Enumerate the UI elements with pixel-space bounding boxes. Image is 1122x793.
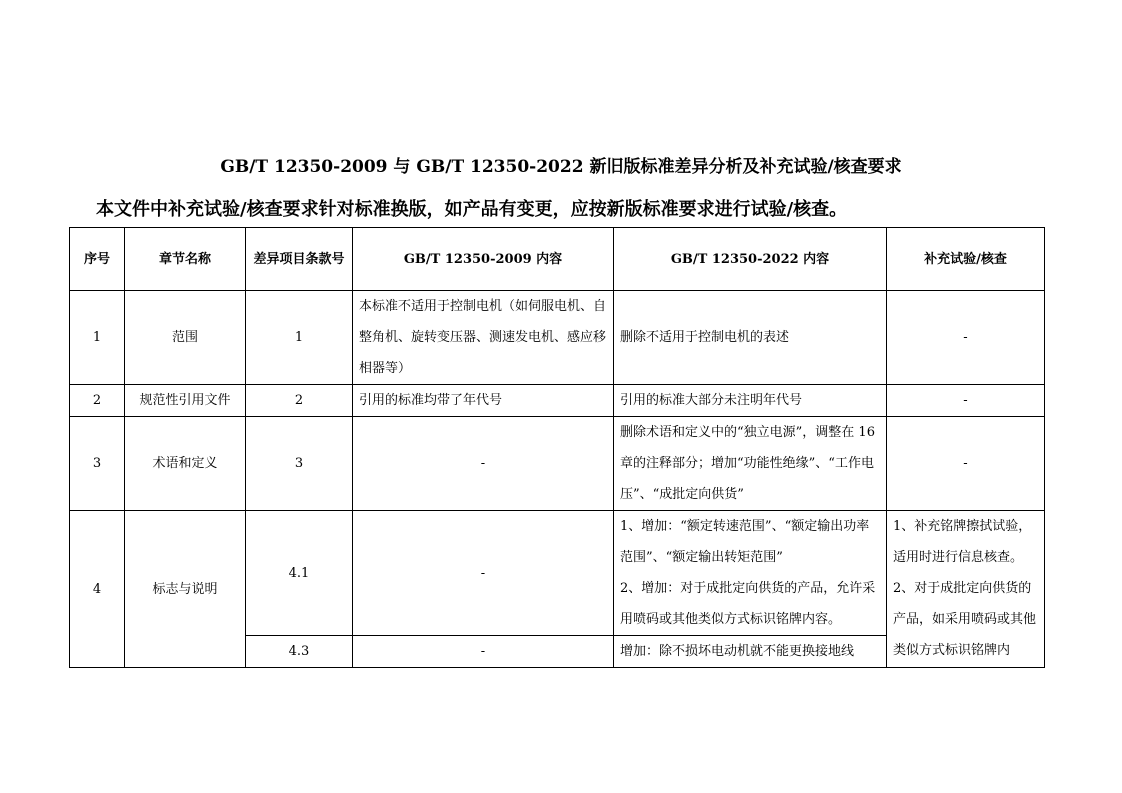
header-new-content: GB/T 12350-2022 内容	[614, 228, 887, 291]
cell-chapter: 规范性引用文件	[125, 385, 246, 417]
cell-old-content: 引用的标准均带了年代号	[353, 385, 614, 417]
document-title: GB/T 12350-2009 与 GB/T 12350-2022 新旧版标准差异分析及补充试验/核查要求	[220, 157, 902, 177]
cell-supplementary-check: -	[887, 385, 1045, 417]
table-row	[70, 291, 1045, 385]
table-header-row	[70, 228, 1045, 291]
table-row	[70, 417, 1045, 511]
cell-new-content: 删除不适用于控制电机的表述	[614, 291, 887, 385]
header-clause: 差异项目条款号	[246, 228, 353, 291]
cell-old-content: 本标准不适用于控制电机（如伺服电机、自整角机、旋转变压器、测速发电机、感应移相器等）	[353, 291, 614, 385]
cell-chapter: 范围	[125, 291, 246, 385]
document-subtitle: 本文件中补充试验/核查要求针对标准换版，如产品有变更，应按新版标准要求进行试验/核查。	[96, 199, 848, 220]
cell-clause: 2	[246, 385, 353, 417]
header-old-content: GB/T 12350-2009 内容	[353, 228, 614, 291]
header-supplementary-check: 补充试验/核查	[887, 228, 1045, 291]
cell-no: 2	[70, 385, 125, 417]
cell-no: 4	[70, 511, 125, 668]
header-chapter: 章节名称	[125, 228, 246, 291]
cell-old-content: -	[353, 511, 614, 636]
cell-supplementary-check: -	[887, 291, 1045, 385]
cell-clause: 3	[246, 417, 353, 511]
cell-new-content: 增加：除不损坏电动机就不能更换接地线	[614, 636, 887, 668]
cell-supplementary-check: 1、补充铭牌擦拭试验，适用时进行信息核查。 2、对于成批定向供货的产品，如采用喷码或其他类似方式标识铭牌内	[887, 511, 1045, 668]
cell-clause: 1	[246, 291, 353, 385]
cell-chapter: 标志与说明	[125, 511, 246, 668]
header-no: 序号	[70, 228, 125, 291]
table-row	[70, 385, 1045, 417]
difference-table	[69, 227, 1045, 668]
cell-clause: 4.3	[246, 636, 353, 668]
cell-old-content: -	[353, 417, 614, 511]
cell-new-content: 引用的标准大部分未注明年代号	[614, 385, 887, 417]
cell-old-content: -	[353, 636, 614, 668]
cell-supplementary-check: -	[887, 417, 1045, 511]
table-row	[70, 511, 1045, 636]
cell-no: 3	[70, 417, 125, 511]
cell-new-content: 删除术语和定义中的“独立电源”，调整在 16 章的注释部分；增加“功能性绝缘”、“工作电压”、“成批定向供货”	[614, 417, 887, 511]
cell-chapter: 术语和定义	[125, 417, 246, 511]
cell-new-content: 1、增加：“额定转速范围”、“额定输出功率范围”、“额定输出转矩范围” 2、增加：对于成批定向供货的产品，允许采用喷码或其他类似方式标识铭牌内容。	[614, 511, 887, 636]
cell-clause: 4.1	[246, 511, 353, 636]
cell-no: 1	[70, 291, 125, 385]
